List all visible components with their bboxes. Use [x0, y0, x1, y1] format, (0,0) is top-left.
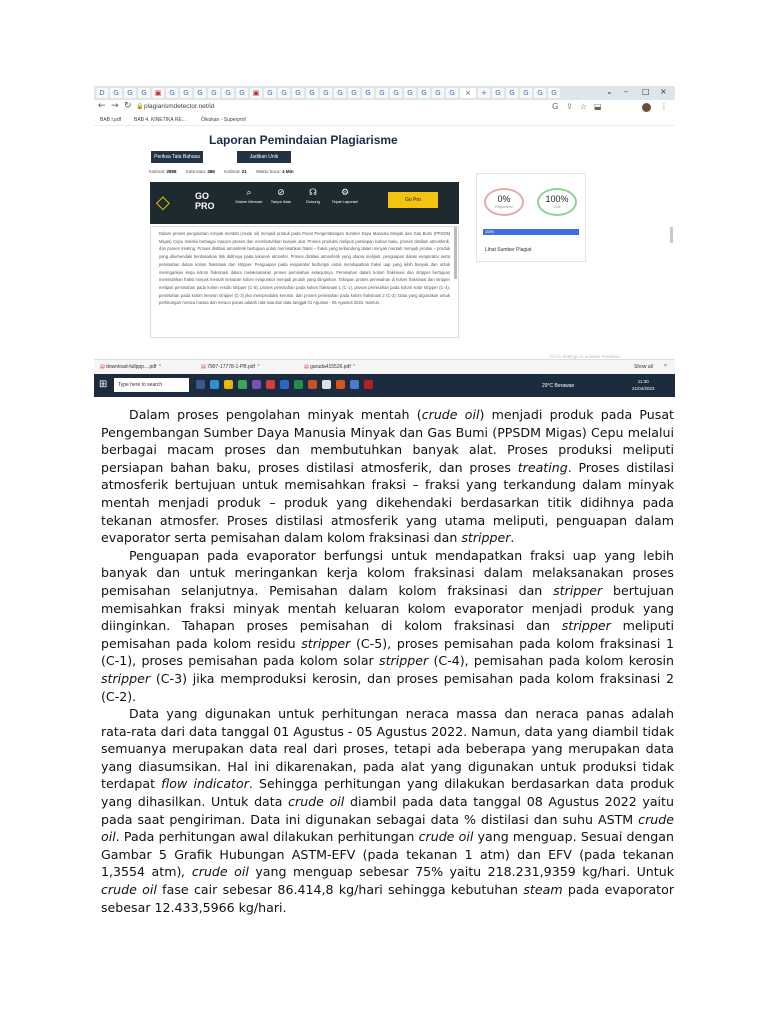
new-tab-button[interactable]: +: [478, 88, 490, 98]
text-run: . Sehingga perhitungan yang dilakukan berdasarkan data produk yang dihasilkan. Untuk data: [101, 776, 674, 810]
menu-icon[interactable]: ⋮: [660, 102, 668, 111]
downloads-bar: [94, 359, 675, 374]
feature-label: Tanpa Iklan: [270, 199, 292, 204]
browser-tab[interactable]: G: [492, 88, 504, 98]
page-scrollbar[interactable]: [670, 227, 673, 243]
brand-line: GO: [195, 191, 210, 201]
text-run: pada evaporator sebesar 12.433,5966 kg/hari.: [101, 882, 674, 915]
brand-line: PRO: [195, 201, 215, 211]
text-run: . Proses distilasi atmosferik bertujuan untuk memisahkan fraksi – fraksi yang terkandung dalam minyak mentah menjadi produk – produk yang dikehendaki berdasarkan titik didihnya pada tekanan atmosfer. Proses distilasi atmosferik yang utama meliputi, penguapan dalam evaporator serta pemisahan dalam kolom fraksinasi dan: [101, 459, 674, 546]
share-icon[interactable]: ⇪: [566, 102, 573, 111]
tab-close-icon[interactable]: ×: [465, 89, 471, 97]
browser-tab[interactable]: ▣: [250, 88, 262, 98]
windows-taskbar: [94, 374, 675, 397]
embedded-screenshot: [94, 86, 675, 397]
browser-tab[interactable]: G: [292, 88, 304, 98]
text-run: Data yang digunakan untuk perhitungan neraca massa dan neraca panas adalah rata-rata dari data tanggal 01 Agustus - 05 Agustus 2022. Namun, data yang diambil tidak semuanya merupakan data real dari proses, tetapi ada beberapa yang merupakan data yang diasumsikan. Hal ini dikarenakan, pada alat yang digunakan untuk produksi tidak terdapat: [101, 706, 674, 792]
grammar-check-button[interactable]: Periksa Tata Bahasa: [151, 151, 203, 163]
plagiarism-gauge: [484, 188, 524, 216]
stat-label: Waktu baca:: [255, 169, 281, 174]
minimize-icon[interactable]: –: [624, 87, 628, 96]
text-run: (C-5), proses pemisahan pada kolom fraksinasi 1 (C-1), proses pemisahan pada kolom solar: [101, 635, 674, 669]
browser-tab[interactable]: G: [264, 88, 276, 98]
stat-label: Kalimat:: [224, 169, 241, 174]
feature-item: [234, 187, 264, 204]
app-icon[interactable]: [266, 380, 275, 389]
browser-tab[interactable]: G: [404, 88, 416, 98]
text-run: yang menguap. Sesuai dengan Gambar 5 Grafik Hubungan ASTM-EFV (pada tekanan 1 atm) dan EFV (pada tekanan 1,3554 atm): [101, 829, 674, 880]
bookmark-item[interactable]: BAB I.pdf: [100, 117, 122, 123]
activate-windows-subtitle: Go to Settings to activate Windows.: [550, 354, 622, 359]
browser-tab[interactable]: G: [166, 88, 178, 98]
no-ads-icon: ⊘: [277, 188, 285, 198]
browser-tab[interactable]: G: [390, 88, 402, 98]
text-run: bertujuan memisahkan fraksi minyak mentah keluaran kolom evaporator menjadi produk yang diinginkan. Tahapan proses pemisahan di kolom fraksinasi dan: [101, 582, 675, 634]
app-icon[interactable]: [322, 380, 331, 389]
scanned-text-box[interactable]: Dalam proses pengolahan minyak mentah (crude oil) menjadi produk pada Pusat Pengembangan Sumber Daya Manusia Minyak dan Gas Bumi (PPSDM Migas) Cepu melalui berbagai macam proses dan membutuhkan banyak alat. Proses produksi meliputi persiapan bahan baku, proses distilasi atmosferik, dan proses treating. Proses distilasi atmosferik bertujuan untuk memisahkan fraksi – fraksi yang terkandung dalam minyak mentah menjadi produk – produk yang dikehendaki berdasarkan titik didihnya pada tekanan atmosfer. Proses distilasi atmosferik yang utama meliputi, penguapan dalam evaporator serta pemisahan dalam kolom fraksinasi dan stripper. Penguapan pada evaporator berfungsi untuk mendapatkan fraksi uap yang lebih banyak dan untuk meringankan kerja kolom fraksinasi dalam melaksanakan proses pemisahan selanjutnya. Pemisahan dalam kolom fraksinasi dan stripper bertujuan memisahkan fraksi minyak mentah keluaran kolom evaporator menjadi produk yang diinginkan. Tahapan proses pemisahan di kolom fraksinasi dan stripper meliputi pemisahan pada kolom residu stripper (C-5), proses pemisahan pada kolom fraksinasi 1 (C-1), proses pemisahan pada kolom solar stripper (C-4), pemisahan pada kolom kerosin stripper (C-3) jika memproduksi kerosin, dan proses pemisahan pada kolom fraksinasi 2 (C-2). Data yang digunakan untuk perhitungan neraca massa dan neraca panas adalah rata-rata dari data tanggal 01 Agustus - 05 Agustus 2022. Namun,: [150, 226, 459, 338]
italic-term: crude oil: [101, 811, 674, 845]
go-pro-brand: [195, 191, 215, 211]
browser-tab[interactable]: G: [548, 88, 560, 98]
task-view-icon[interactable]: [196, 380, 205, 389]
document-body: [101, 406, 674, 916]
italic-term: steam: [523, 882, 563, 898]
italic-term: stripper: [379, 653, 429, 669]
feature-label: Tepat Laporan!: [331, 199, 359, 204]
browser-tab[interactable]: G: [334, 88, 346, 98]
close-icon[interactable]: ×: [664, 363, 667, 369]
powerpoint-icon[interactable]: [308, 380, 317, 389]
bookmark-star-icon[interactable]: ☆: [580, 102, 588, 111]
browser-tab[interactable]: G: [138, 88, 150, 98]
unique-percent: 100%: [545, 194, 569, 204]
search-icon: ⌕: [246, 188, 252, 198]
bookmark-item[interactable]: BAB 4. KINETIKA RE...: [134, 117, 186, 123]
stat-label: Kata kata:: [185, 169, 207, 174]
text-run: Dalam proses pengolahan minyak mentah (: [129, 407, 422, 422]
browser-tab[interactable]: G: [236, 88, 248, 98]
browser-tab[interactable]: G: [124, 88, 136, 98]
browser-tab[interactable]: G: [376, 88, 388, 98]
maximize-icon[interactable]: □: [642, 87, 650, 96]
pdf-icon: ▤: [100, 364, 105, 370]
browser-tab[interactable]: G: [320, 88, 332, 98]
browser-tab[interactable]: G: [520, 88, 532, 98]
italic-term: stripper: [553, 582, 603, 598]
text-run: yang menguap sebesar 75% yaitu 218.231,9359 kg/hari. Untuk: [248, 864, 674, 880]
report-icon: ⚙: [340, 188, 350, 198]
close-window-icon[interactable]: ×: [660, 87, 667, 96]
taskbar-clock[interactable]: [632, 378, 655, 392]
text-run: .: [510, 530, 515, 546]
back-icon[interactable]: ←: [98, 101, 106, 111]
reload-icon[interactable]: ↻: [124, 101, 132, 111]
paragraph: [101, 705, 674, 916]
italic-term: stripper: [561, 618, 611, 634]
browser-tab[interactable]: G: [194, 88, 206, 98]
download-filename: garuda415526.pdf: [310, 364, 351, 370]
italic-term: crude oil: [101, 882, 157, 898]
feature-item: [330, 187, 360, 204]
browser-tab[interactable]: G: [208, 88, 220, 98]
forward-icon[interactable]: →: [111, 101, 119, 111]
scrollbar[interactable]: [454, 227, 457, 279]
stat-value: 4 Min: [282, 169, 294, 174]
feature-label: Dukung: [306, 199, 320, 204]
side-panel-icon[interactable]: ⬓: [594, 102, 602, 111]
view-sources-link[interactable]: Lihat Sumber Plagiat: [485, 247, 532, 253]
pdf-icon: ▤: [201, 364, 206, 370]
browser-tab[interactable]: G: [278, 88, 290, 98]
show-all-downloads[interactable]: Show all: [634, 364, 653, 370]
stat-value: 386: [207, 169, 215, 174]
browser-tab[interactable]: G: [446, 88, 458, 98]
browser-tab[interactable]: G: [506, 88, 518, 98]
file-explorer-icon[interactable]: [224, 380, 233, 389]
clock-time: 11:30: [637, 379, 649, 384]
feature-label: Dalam Mencari: [235, 199, 263, 204]
italic-term: crude oil: [421, 407, 480, 422]
stat-value: 21: [241, 169, 247, 174]
app-icon[interactable]: [350, 380, 359, 389]
taskbar-search-input[interactable]: Type here to search: [114, 378, 189, 392]
edge-icon[interactable]: [210, 380, 219, 389]
browser-tab[interactable]: G: [348, 88, 360, 98]
italic-term: crude oil: [288, 794, 345, 810]
download-item[interactable]: ▤ 7907-17778-1-PB.pdf ⌃: [201, 364, 261, 370]
text-run: fase cair sebesar 86.414,8 kg/hari sehingga kebutuhan: [156, 882, 524, 898]
browser-tab[interactable]: G: [222, 88, 234, 98]
pdf-icon: ▤: [304, 364, 309, 370]
italic-term: stripper: [101, 670, 151, 686]
browser-tab[interactable]: G: [534, 88, 546, 98]
browser-tab[interactable]: G: [362, 88, 374, 98]
browser-tab-strip: [94, 86, 675, 100]
browser-tab[interactable]: G: [180, 88, 192, 98]
url-field[interactable]: plagiarismdetector.net/id: [144, 103, 215, 110]
go-pro-banner: [150, 182, 459, 224]
text-run: (C-3) jika memproduksi kerosin, dan proses pemisahan pada kolom fraksinasi 2 (C-2).: [101, 670, 674, 704]
download-filename: 7907-17778-1-PB.pdf: [207, 364, 255, 370]
text-run: (C-4), pemisahan pada kolom kerosin: [428, 653, 674, 669]
feature-item: [266, 187, 296, 204]
web-page: [94, 126, 675, 359]
download-item[interactable]: ▤ download-fullppp....pdf ⌃: [100, 364, 163, 370]
report-stats: [149, 169, 302, 174]
go-pro-button[interactable]: Go Pro: [388, 192, 438, 208]
unique-gauge: [537, 188, 577, 216]
app-icon[interactable]: [252, 380, 261, 389]
plagiarism-percent: 0%: [497, 194, 511, 204]
diamond-icon: ◇: [156, 192, 170, 213]
chrome-icon[interactable]: [238, 380, 247, 389]
pdf-reader-icon[interactable]: [364, 380, 373, 389]
browser-tab[interactable]: ▣: [152, 88, 164, 98]
browser-tab-active[interactable]: [460, 88, 476, 98]
lock-icon[interactable]: 🔒: [136, 103, 144, 110]
text-run: . Pada perhitungan awal dilakukan perhitungan: [115, 829, 419, 845]
word-icon[interactable]: [280, 380, 289, 389]
text-run: diambil pada data tanggal 08 Agustus 2022 yaitu pada saat pengiriman. Data ini digunakan sebagai data % distilasi dan suhu ASTM: [101, 794, 674, 827]
download-item[interactable]: ▤ garuda415526.pdf ⌃: [304, 364, 357, 370]
plagiarism-label: Plagiarisme: [494, 205, 514, 209]
app-icon[interactable]: [336, 380, 345, 389]
make-unique-button[interactable]: Jadikan Unik: [237, 151, 291, 163]
italic-term: flow indicator: [161, 776, 249, 792]
italic-term: stripper: [461, 530, 511, 546]
bookmarks-bar: [94, 115, 675, 126]
google-icon[interactable]: G: [552, 102, 559, 111]
bookmark-item[interactable]: Ölezkan - Superprof: [201, 117, 246, 123]
italic-term: treating: [517, 459, 568, 475]
windows-start-icon[interactable]: ⊞: [99, 379, 108, 390]
profile-avatar[interactable]: [642, 103, 651, 112]
text-run: meliputi pemisahan pada kolom residu: [101, 618, 674, 651]
excel-icon[interactable]: [294, 380, 303, 389]
browser-tab[interactable]: G: [418, 88, 430, 98]
stat-value: 2858: [166, 169, 177, 174]
feature-item: [298, 187, 328, 204]
paragraph: [101, 406, 674, 547]
browser-tab[interactable]: G: [306, 88, 318, 98]
result-card: [476, 173, 586, 262]
clock-date: 21/04/2023: [632, 386, 655, 391]
download-filename: download-fullppp....pdf: [106, 364, 157, 370]
tab-search-icon[interactable]: ⌄: [606, 87, 613, 96]
report-title: Laporan Pemindaian Plagiarisme: [209, 133, 398, 147]
browser-tab[interactable]: G: [110, 88, 122, 98]
italic-term: crude oil: [418, 829, 474, 845]
browser-tab[interactable]: G: [432, 88, 444, 98]
support-icon: ☊: [309, 188, 317, 198]
text-run: Penguapan pada evaporator berfungsi untuk mendapatkan fraksi uap yang lebih banyak dan untuk meringankan kerja kolom fraksinasi dalam melaksanakan proses pemisahan selanjutnya. Pemisahan dalam kolom fraksinasi dan: [101, 547, 674, 598]
browser-tab[interactable]: D: [96, 88, 108, 98]
italic-term: , crude oil: [181, 864, 249, 880]
weather-widget[interactable]: 29°C Berawan: [542, 383, 575, 389]
unique-label: Unik: [553, 205, 561, 209]
text-run: ) menjadi produk pada Pusat Pengembangan Sumber Daya Manusia Minyak dan Gas Bumi (PPSDM Migas) Cepu melalui berbagai macam proses dan membutuhkan banyak alat. Proses produksi meliputi persiapan bahan baku, proses distilasi atmosferik, dan proses: [101, 407, 674, 475]
italic-term: stripper: [301, 635, 351, 651]
unique-progress-bar: 100%: [483, 229, 579, 235]
stat-label: Kalimat:: [149, 169, 166, 174]
address-bar: [94, 100, 675, 116]
paragraph: [101, 547, 674, 705]
